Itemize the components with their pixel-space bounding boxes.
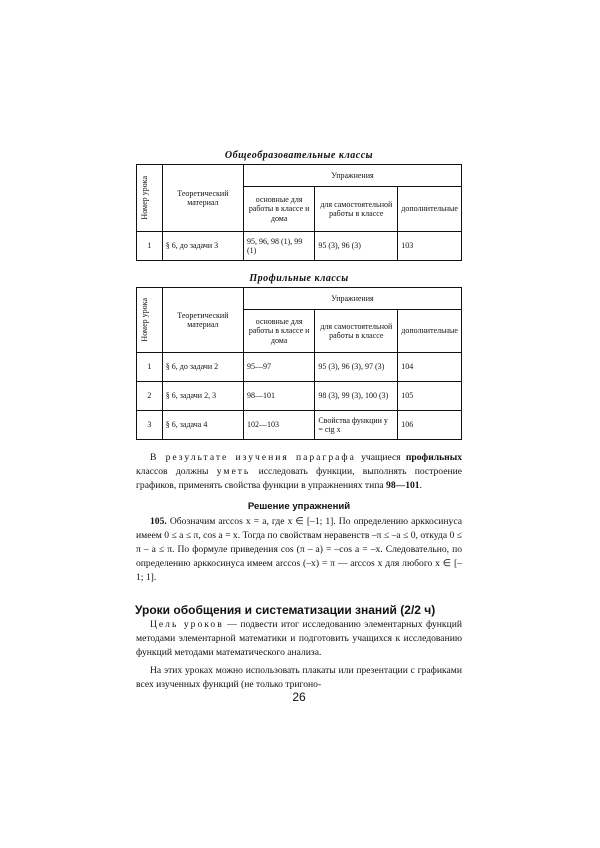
- table1-header-exercises: Упражнения: [243, 165, 461, 187]
- result-text-2: классов должны: [136, 465, 217, 477]
- table2-header-basic: основные для работы в классе и дома: [243, 310, 314, 353]
- result-text-3: исследовать функции, выполнять построение графиков, применять свойства функции в упражнениях типа: [136, 465, 462, 491]
- table1: [136, 164, 462, 261]
- additional-cell: 106: [398, 411, 462, 440]
- result-text-1: учащиеся: [355, 452, 406, 463]
- solution-105: [136, 515, 462, 585]
- lesson-number: 2: [137, 382, 163, 411]
- additional-cell: 105: [398, 382, 462, 411]
- basic-cell: 95, 96, 98 (1), 99 (1): [243, 232, 314, 261]
- table2-header-theory: Теоретический материал: [162, 288, 243, 353]
- table2-header-lesson: Номер урока: [137, 288, 163, 353]
- section-heading: Уроки обобщения и систематизации знаний (2/2 ч): [135, 603, 436, 617]
- additional-cell: 104: [398, 353, 462, 382]
- goal-label: Цель уроков: [150, 619, 224, 630]
- exercise-number: 105.: [150, 516, 167, 527]
- table1-header-lesson: Номер урока: [137, 165, 163, 232]
- table2-header-additional: дополнительные: [398, 310, 462, 353]
- table-row: [137, 382, 462, 411]
- lesson-number: 1: [137, 353, 163, 382]
- table1-header-independent: для самостоятельной работы в классе: [315, 187, 398, 232]
- theory-cell: § 6, до задачи 2: [162, 353, 243, 382]
- independent-cell: 98 (3), 99 (3), 100 (3): [315, 382, 398, 411]
- table-row: [137, 232, 462, 261]
- table1-header-basic: основные для работы в классе и дома: [243, 187, 314, 232]
- goal-paragraph: [136, 618, 462, 660]
- lesson-number: 1: [137, 232, 163, 261]
- table-row: [137, 353, 462, 382]
- table2-caption: Профильные классы: [249, 273, 349, 284]
- independent-cell: 95 (3), 96 (3), 97 (3): [315, 353, 398, 382]
- result-bold-2: 98—101: [386, 479, 420, 491]
- result-text-4: .: [419, 479, 422, 491]
- result-lead: В результате изучения параграфа: [150, 452, 356, 463]
- basic-cell: 95—97: [243, 353, 314, 382]
- posters-paragraph: На этих уроках можно использовать плакаты или презентации с графиками всех изученных функций (не только тригоно-: [136, 665, 462, 690]
- independent-cell: 95 (3), 96 (3): [315, 232, 398, 261]
- basic-cell: 102—103: [243, 411, 314, 440]
- goal-text: — подвести итог исследованию элементарных функций методами элементарной математики и подготовить учащихся к исследованию функций методами математического анализа.: [136, 619, 462, 658]
- independent-cell: Свойства функции y = ctg x: [315, 411, 398, 440]
- additional-cell: 103: [398, 232, 462, 261]
- result-spaced: уметь: [216, 465, 251, 477]
- theory-cell: § 6, до задачи 3: [162, 232, 243, 261]
- table2-header-exercises: Упражнения: [243, 288, 461, 310]
- table1-header-theory: Теоретический материал: [162, 165, 243, 232]
- result-paragraph: [136, 451, 462, 493]
- result-bold-1: профильных: [405, 452, 462, 463]
- theory-cell: § 6, задачи 2, 3: [162, 382, 243, 411]
- solution-text: Обозначим arccos x = a, где x ∈ [–1; 1]. По определению арккосинуса имеем 0 ≤ a ≤ π, cos a = x. Тогда по свойствам неравенств –π ≤ –a ≤ 0, откуда 0 ≤ π – a ≤ π. По формуле приведения cos (π – a) = –cos a = –x. Следовательно, по определению арккосинуса имеем arccos (–x) = π — arccos x для любого x ∈ [–1; 1].: [136, 516, 462, 583]
- solutions-heading: Решение упражнений: [247, 501, 351, 512]
- table1-caption: Общеобразовательные классы: [224, 150, 374, 161]
- basic-cell: 98—101: [243, 382, 314, 411]
- table2: [136, 287, 462, 440]
- theory-cell: § 6, задача 4: [162, 411, 243, 440]
- page-number: 26: [292, 690, 306, 704]
- table2-header-independent: для самостоятельной работы в классе: [315, 310, 398, 353]
- lesson-number: 3: [137, 411, 163, 440]
- table-row: [137, 411, 462, 440]
- table1-header-additional: дополнительные: [398, 187, 462, 232]
